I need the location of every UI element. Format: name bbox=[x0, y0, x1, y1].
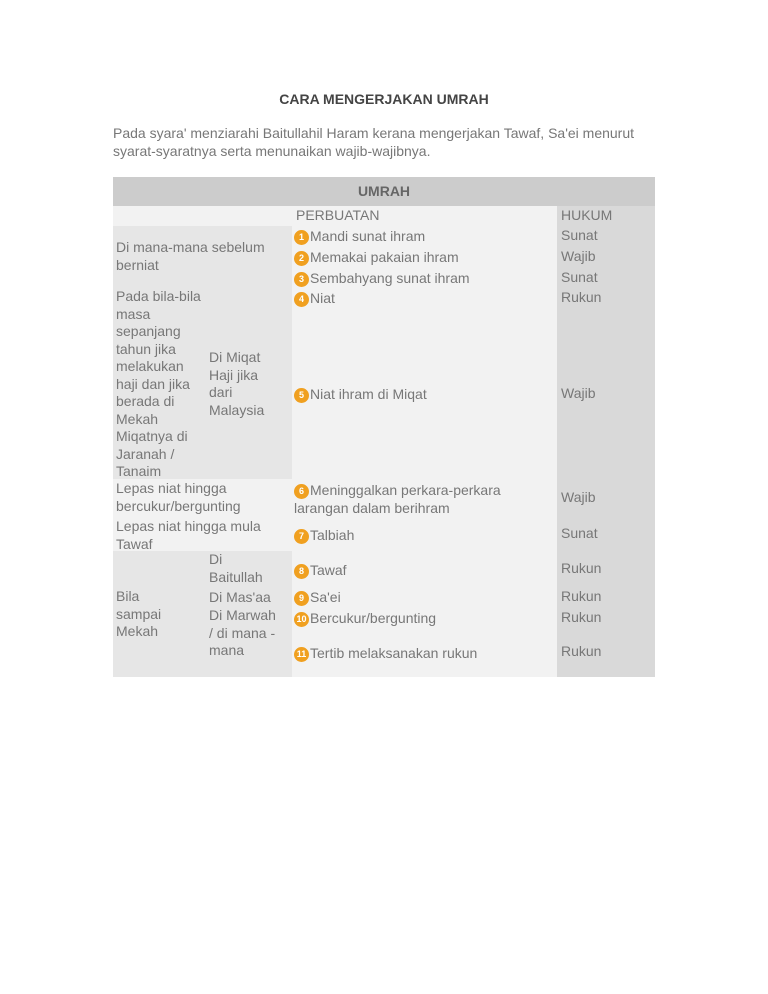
place-marwah: Di Marwah / di mana - mana bbox=[209, 607, 276, 658]
act-row bbox=[294, 562, 347, 580]
number-badge: 11 bbox=[294, 647, 309, 662]
hukum-value: Wajib bbox=[561, 248, 596, 264]
number-badge: 4 bbox=[294, 292, 309, 307]
act-text: Tertib melaksanakan rukun bbox=[310, 645, 478, 661]
hukum-value: Sunat bbox=[561, 269, 598, 285]
act-row bbox=[294, 270, 470, 288]
hukum-value: Wajib bbox=[561, 385, 596, 401]
hukum-value: Sunat bbox=[561, 227, 598, 243]
number-badge: 5 bbox=[294, 388, 309, 403]
number-badge: 2 bbox=[294, 251, 309, 266]
act-row bbox=[294, 386, 427, 404]
place-baitullah: Di Baitullah bbox=[209, 551, 263, 585]
act-text: Tawaf bbox=[310, 562, 347, 578]
hukum-value: Rukun bbox=[561, 643, 602, 659]
act-row bbox=[294, 610, 436, 628]
act-row bbox=[294, 249, 459, 267]
act-row bbox=[294, 589, 341, 607]
hukum-value: Wajib bbox=[561, 489, 596, 505]
column-header-hukum: HUKUM bbox=[561, 207, 613, 223]
place-lepas-niat-tawaf: Lepas niat hingga mula Tawaf bbox=[116, 518, 261, 552]
hukum-value: Rukun bbox=[561, 609, 602, 625]
place-year-round: Pada bila-bila masa sepanjang tahun jika melakukan haji dan jika berada di Mekah Miqatnya di Jaranah / Tanaim bbox=[116, 288, 201, 479]
blank-header-cell bbox=[113, 206, 292, 226]
place-masaa: Di Mas'aa bbox=[209, 589, 271, 605]
place-bila-sampai: Bila sampai Mekah bbox=[116, 588, 162, 639]
column-header-perbuatan: PERBUATAN bbox=[296, 207, 380, 223]
place-before-niat: Di mana-mana sebelum berniat bbox=[116, 239, 265, 273]
act-text: Niat bbox=[310, 290, 335, 306]
number-badge: 1 bbox=[294, 230, 309, 245]
hukum-value: Rukun bbox=[561, 588, 602, 604]
number-badge: 3 bbox=[294, 272, 309, 287]
place-lepas-niat-cukur: Lepas niat hingga bercukur/bergunting bbox=[116, 480, 241, 514]
act-text: Mandi sunat ihram bbox=[310, 228, 426, 244]
act-row bbox=[294, 527, 354, 545]
intro-paragraph: Pada syara' menziarahi Baitullahil Haram kerana mengerjakan Tawaf, Sa'ei menurut syarat-syaratnya serta menunaikan wajib-wajibnya. bbox=[113, 125, 635, 159]
number-badge: 8 bbox=[294, 564, 309, 579]
act-text: Bercukur/bergunting bbox=[310, 610, 437, 626]
hukum-value: Rukun bbox=[561, 560, 602, 576]
act-text: Memakai pakaian ihram bbox=[310, 249, 459, 265]
act-text: Meninggalkan perkara-perkara larangan dalam berihram bbox=[294, 482, 501, 516]
act-row bbox=[294, 290, 335, 308]
act-text: Talbiah bbox=[310, 527, 355, 543]
act-text: Niat ihram di Miqat bbox=[310, 386, 427, 402]
number-badge: 10 bbox=[294, 612, 309, 627]
act-text: Sa'ei bbox=[310, 589, 341, 605]
number-badge: 9 bbox=[294, 591, 309, 606]
place-miqat-malaysia: Di Miqat Haji jika dari Malaysia bbox=[209, 349, 265, 418]
page-title: CARA MENGERJAKAN UMRAH bbox=[279, 91, 489, 107]
act-row bbox=[294, 645, 477, 663]
hukum-value: Rukun bbox=[561, 289, 602, 305]
act-text: Sembahyang sunat ihram bbox=[310, 270, 470, 286]
number-badge: 6 bbox=[294, 484, 309, 499]
table-header: UMRAH bbox=[113, 177, 655, 206]
act-row bbox=[294, 228, 425, 246]
umrah-table bbox=[113, 177, 655, 677]
number-badge: 7 bbox=[294, 529, 309, 544]
act-row bbox=[294, 482, 539, 517]
hukum-value: Sunat bbox=[561, 525, 598, 541]
